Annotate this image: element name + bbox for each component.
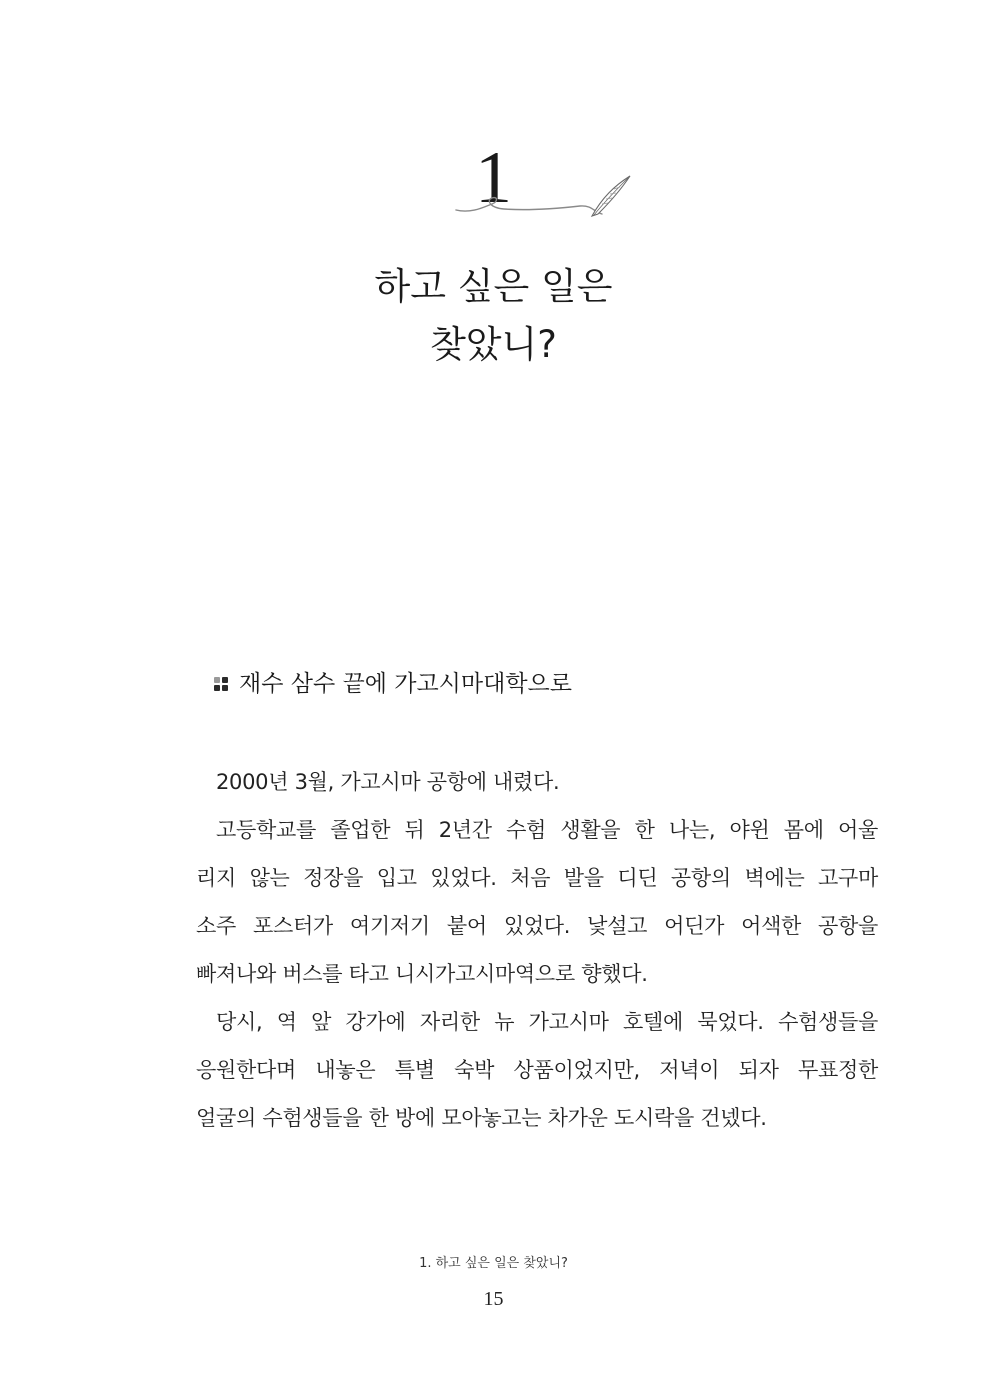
chapter-title xyxy=(0,258,987,374)
text-line: 리지 않는 정장을 입고 있었다. 처음 발을 디딘 공항의 벽에는 고구마 xyxy=(196,866,878,890)
paragraph xyxy=(196,998,878,1142)
text-line: 빠져나와 버스를 타고 니시가고시마역으로 향했다. xyxy=(196,962,648,986)
chapter-title-line: 찾았니? xyxy=(430,323,557,366)
text-line: 소주 포스터가 여기저기 붙어 있었다. 낯설고 어딘가 어색한 공항을 xyxy=(196,914,878,938)
paragraph xyxy=(196,758,878,806)
page-number: 15 xyxy=(483,1288,504,1310)
paragraph xyxy=(196,806,878,998)
chapter-number: 1 xyxy=(475,137,512,219)
text-line: 2000년 3월, 가고시마 공항에 내렸다. xyxy=(216,770,560,794)
four-square-bullet-icon xyxy=(214,677,229,692)
feather-quill-flourish-icon xyxy=(452,168,638,220)
chapter-title-line: 하고 싶은 일은 xyxy=(374,265,613,308)
text-line: 얼굴의 수험생들을 한 방에 모아놓고는 차가운 도시락을 건넸다. xyxy=(196,1106,767,1130)
body-text xyxy=(196,758,878,1142)
section-heading xyxy=(214,664,572,704)
section-heading-text: 재수 삼수 끝에 가고시마대학으로 xyxy=(239,671,572,697)
text-line: 고등학교를 졸업한 뒤 2년간 수험 생활을 한 나는, 야윈 몸에 어울 xyxy=(216,818,878,842)
text-line: 당시, 역 앞 강가에 자리한 뉴 가고시마 호텔에 묵었다. 수험생들을 xyxy=(216,1010,878,1034)
text-line: 응원한다며 내놓은 특별 숙박 상품이었지만, 저녁이 되자 무표정한 xyxy=(196,1058,878,1082)
running-footer: 1. 하고 싶은 일은 찾았니? xyxy=(419,1256,568,1271)
